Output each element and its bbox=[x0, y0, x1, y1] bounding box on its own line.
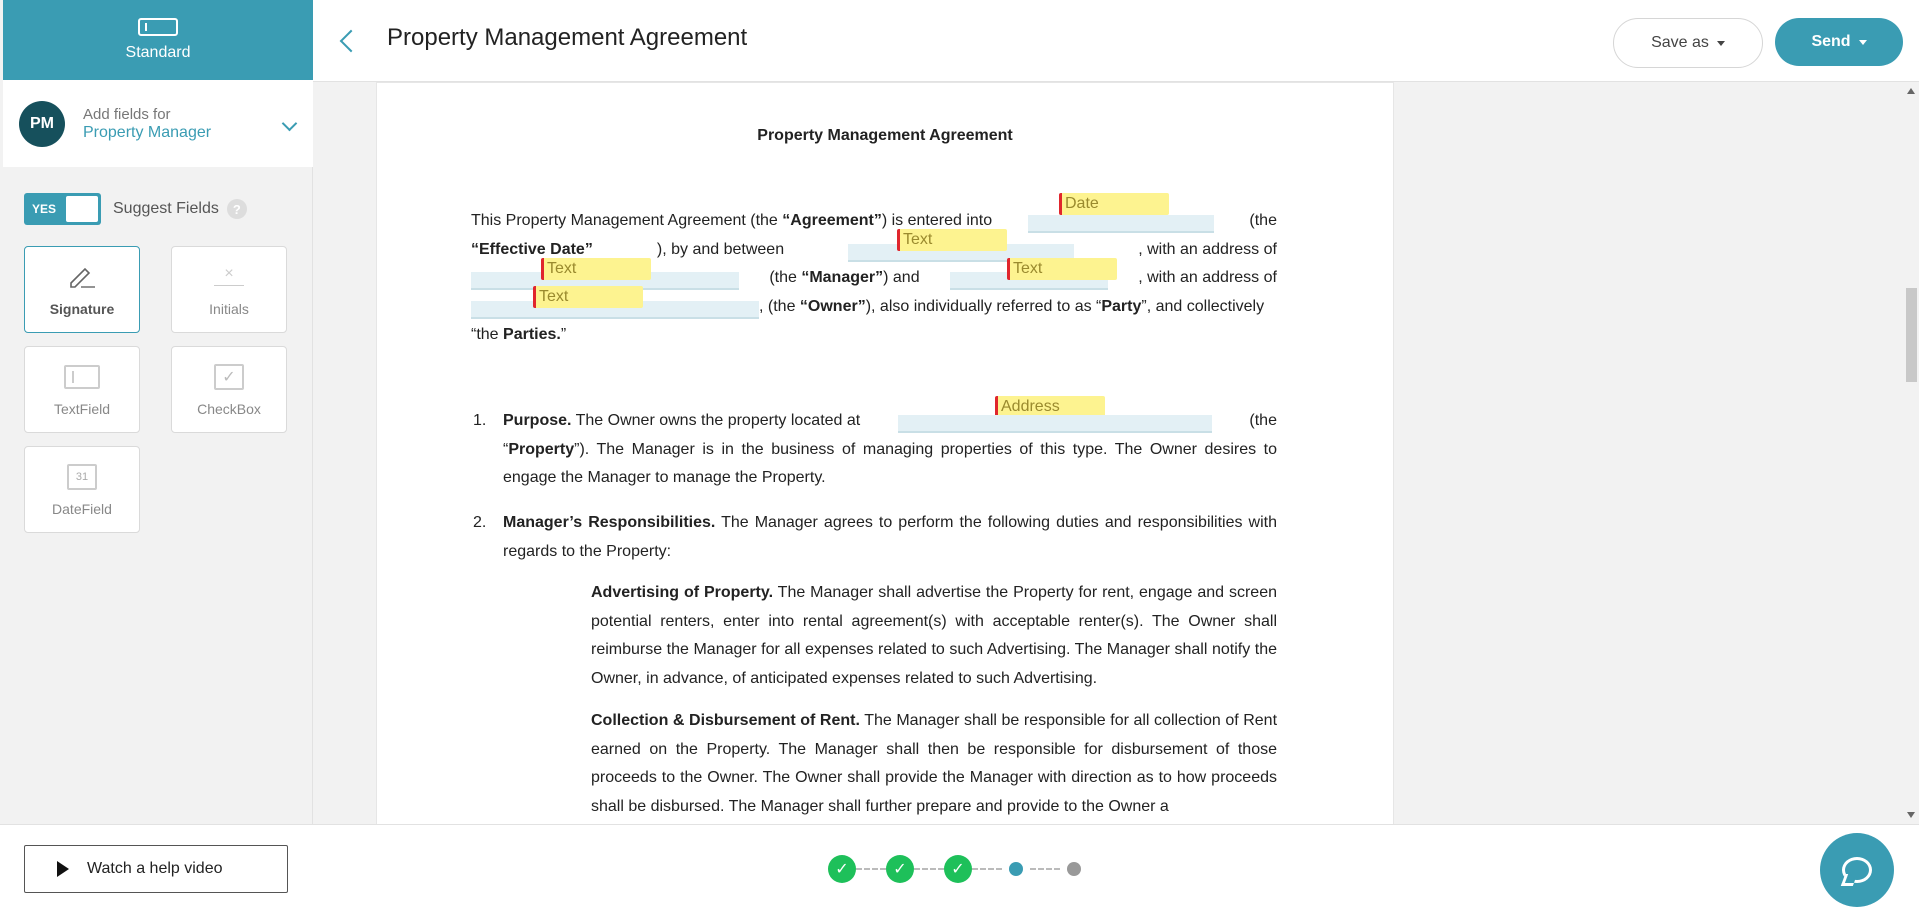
text-tag[interactable]: Text bbox=[533, 286, 643, 308]
clause-text: The Manager shall be responsible for all collection of Rent earned on the Property. The Manager shall then be responsible for disbursement of those proceeds to the Owner. The Owner shall provide the Manager with direction as to how proceeds shall be disbursed. The Manager shall further prepare and provide to the Owner a bbox=[591, 712, 1278, 815]
suggest-fields bbox=[24, 193, 247, 225]
rent-collection-clause bbox=[591, 707, 1277, 821]
date-tag[interactable]: Date bbox=[1059, 193, 1169, 215]
chevron-down-icon[interactable] bbox=[282, 116, 298, 132]
header bbox=[313, 0, 1919, 82]
footer bbox=[0, 824, 1919, 910]
send-button[interactable] bbox=[1775, 18, 1903, 66]
initials-field-button[interactable] bbox=[171, 246, 287, 333]
progress-steps bbox=[828, 855, 1088, 883]
document-page bbox=[376, 82, 1394, 824]
signature-field-button[interactable] bbox=[24, 246, 140, 333]
owner-term: “Owner” bbox=[799, 297, 866, 315]
back-icon[interactable] bbox=[340, 30, 363, 53]
checkbox-field-button[interactable] bbox=[171, 346, 287, 433]
help-icon[interactable]: ? bbox=[227, 199, 247, 219]
scroll-down-icon[interactable] bbox=[1907, 812, 1915, 818]
play-icon bbox=[57, 861, 69, 877]
help-video-label: Watch a help video bbox=[87, 860, 223, 877]
intro-text: ) and bbox=[883, 269, 920, 287]
intro-text: (the bbox=[1249, 212, 1277, 229]
initials-label: Initials bbox=[209, 300, 249, 317]
intro-text: ”, and collectively bbox=[1141, 297, 1265, 315]
initials-icon bbox=[214, 263, 244, 291]
intro-text: This Property Management Agreement (the bbox=[471, 212, 783, 229]
datefield-label: DateField bbox=[52, 500, 112, 517]
caret-down-icon bbox=[1859, 40, 1867, 45]
suggest-fields-label: Suggest Fields bbox=[113, 200, 219, 217]
intro-text: ), by and between bbox=[656, 240, 785, 258]
advertising-clause bbox=[591, 579, 1277, 693]
clause-text: ”). The Manager is in the business of managing properties of this type. The Owner desires to engage the Manager to manage the Property. bbox=[503, 440, 1277, 487]
scrollbar[interactable] bbox=[1904, 82, 1919, 824]
intro-text: ” bbox=[560, 326, 567, 344]
effective-date-term: “Effective Date” bbox=[471, 240, 593, 258]
textfield-label: TextField bbox=[53, 400, 111, 417]
list-number: 2. bbox=[473, 514, 487, 531]
clause-text: The Manager agrees to perform the following duties and responsibilities with regards to the Property: bbox=[503, 514, 1278, 560]
suggest-fields-toggle[interactable] bbox=[24, 193, 101, 225]
manager-term: “Manager” bbox=[801, 269, 884, 287]
scroll-thumb[interactable] bbox=[1906, 288, 1917, 382]
step-complete-icon: ✓ bbox=[944, 855, 972, 883]
scroll-up-icon[interactable] bbox=[1907, 88, 1915, 94]
standard-tab[interactable] bbox=[3, 0, 313, 80]
signature-label: Signature bbox=[49, 300, 115, 317]
initials-glyph: × bbox=[224, 265, 234, 282]
list-number: 1. bbox=[473, 412, 487, 429]
step-pending-icon bbox=[1067, 862, 1081, 876]
add-fields-for-label: Add fields for bbox=[83, 105, 171, 123]
chat-bubble-icon bbox=[1842, 857, 1872, 883]
recipient-role: Property Manager bbox=[83, 123, 212, 141]
property-term: Property bbox=[508, 440, 575, 458]
party-term: Party bbox=[1101, 297, 1142, 315]
responsibilities-clause bbox=[473, 509, 1278, 566]
caret-down-icon bbox=[1717, 41, 1725, 46]
text-tag[interactable]: Text bbox=[1007, 258, 1117, 280]
text-tag[interactable]: Text bbox=[541, 258, 651, 280]
intro-text: (the bbox=[769, 269, 802, 287]
step-complete-icon: ✓ bbox=[886, 855, 914, 883]
chat-support-button[interactable] bbox=[1820, 833, 1894, 907]
clause-heading: Manager’s Responsibilities. bbox=[503, 514, 716, 531]
purpose-clause bbox=[473, 407, 1277, 493]
help-video-button[interactable] bbox=[24, 845, 288, 893]
document-heading: Property Management Agreement bbox=[757, 127, 1013, 144]
standard-tab-label: Standard bbox=[125, 44, 191, 61]
save-as-button[interactable] bbox=[1613, 18, 1763, 68]
recipient-selector[interactable] bbox=[3, 80, 313, 167]
intro-text: , with an address of bbox=[1138, 269, 1277, 287]
avatar: PM bbox=[19, 101, 65, 147]
property-address-field-line[interactable] bbox=[898, 415, 1212, 433]
checkbox-icon: ✓ bbox=[214, 363, 244, 391]
clause-heading: Advertising of Property. bbox=[591, 584, 774, 601]
intro-text: , (the bbox=[759, 297, 800, 315]
step-complete-icon: ✓ bbox=[828, 855, 856, 883]
address-tag[interactable]: Address bbox=[995, 396, 1105, 418]
document-title: Property Management Agreement bbox=[387, 24, 748, 51]
clause-heading: Collection & Disbursement of Rent. bbox=[591, 712, 860, 729]
intro-text: ), also individually referred to as “ bbox=[865, 297, 1102, 315]
clause-text: “ bbox=[503, 440, 509, 458]
parties-term: Parties. bbox=[503, 326, 561, 344]
intro-text: , with an address of bbox=[1138, 240, 1277, 258]
step-current-icon bbox=[1009, 862, 1023, 876]
clause-text: The Manager shall advertise the Property for rent, engage and screen potential renters, enter into rental agreement(s) with acceptable renter(s). The Owner shall reimburse the Manager for all expenses related to such Advertising. The Manager shall notify the Owner, in advance, of anticipated expenses related to such Advertising. bbox=[591, 584, 1277, 687]
intro-text: ) is entered into bbox=[881, 212, 993, 229]
intro-text: “the bbox=[471, 326, 504, 344]
sidebar bbox=[0, 0, 313, 824]
datefield-button[interactable] bbox=[24, 446, 140, 533]
date-field-line[interactable] bbox=[1028, 215, 1214, 233]
toggle-state: YES bbox=[32, 202, 57, 216]
standard-field-icon bbox=[138, 18, 178, 36]
clause-heading: Purpose. bbox=[503, 412, 572, 429]
calendar-icon: 31 bbox=[67, 463, 97, 491]
checkbox-label: CheckBox bbox=[197, 400, 261, 417]
document-viewer[interactable] bbox=[313, 82, 1904, 824]
text-tag[interactable]: Text bbox=[897, 229, 1007, 251]
textfield-button[interactable] bbox=[24, 346, 140, 433]
toggle-knob bbox=[66, 196, 98, 222]
clause-text: The Owner owns the property located at bbox=[571, 412, 861, 429]
textfield-icon bbox=[64, 363, 100, 391]
save-as-label: Save as bbox=[1651, 34, 1709, 51]
pen-icon bbox=[67, 263, 97, 291]
agreement-term: “Agreement” bbox=[782, 212, 882, 229]
clause-text: (the bbox=[1249, 412, 1277, 429]
send-label: Send bbox=[1811, 33, 1851, 50]
